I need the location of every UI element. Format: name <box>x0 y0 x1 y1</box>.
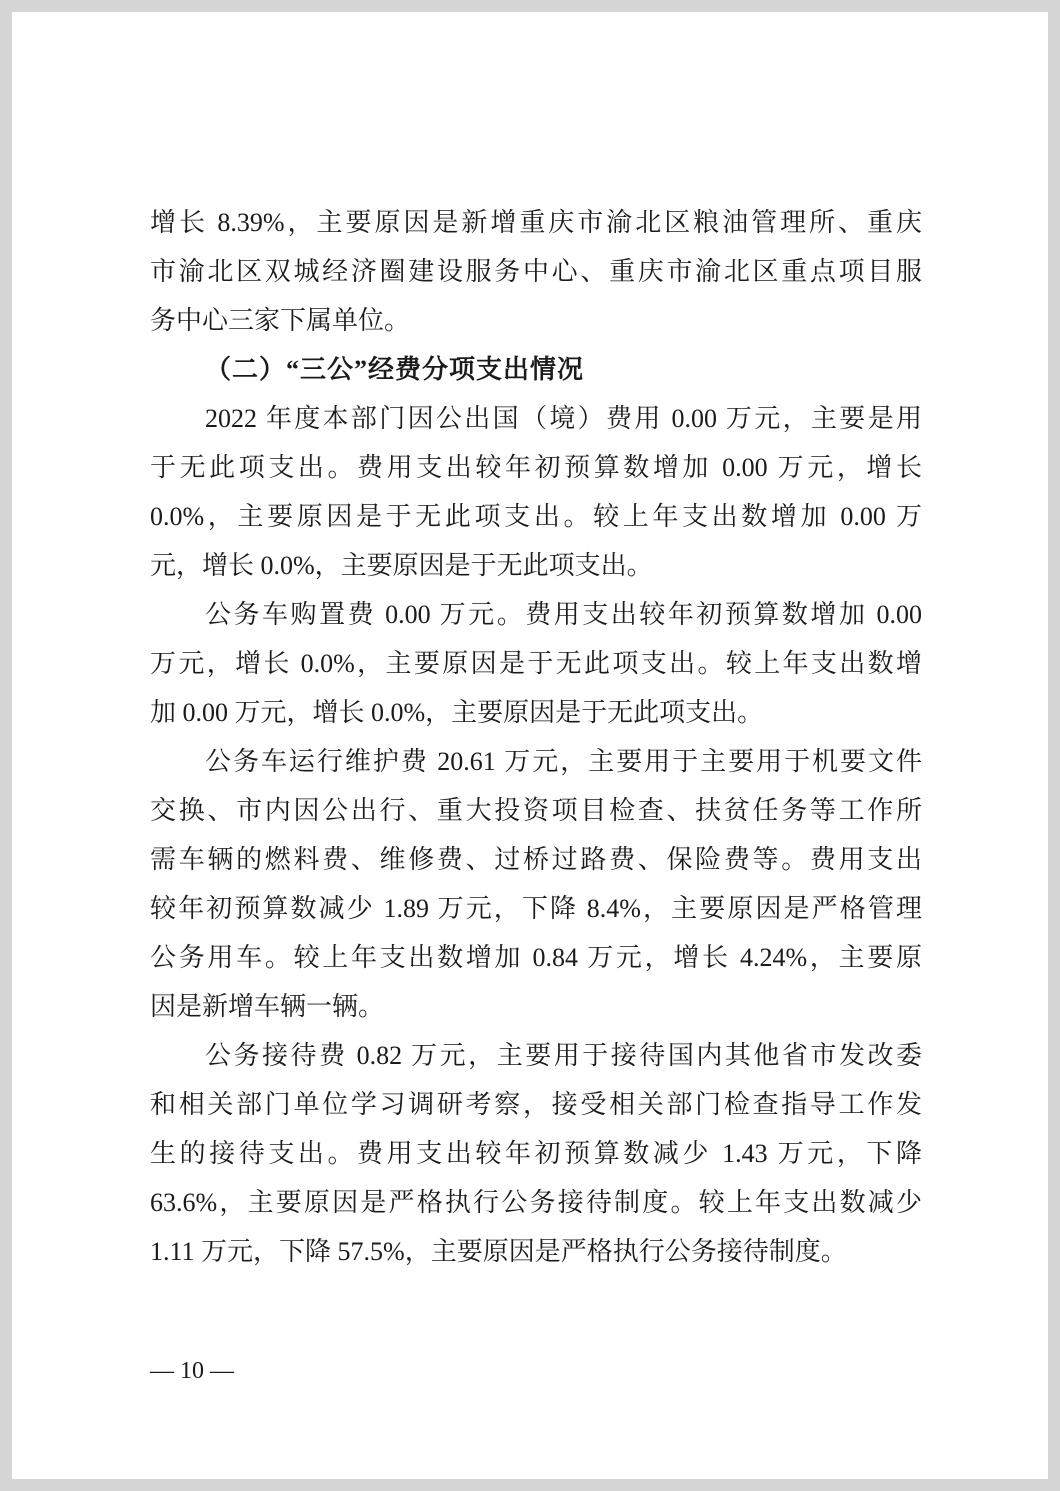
text-line: 万元，增长 0.0%，主要原因是于无此项支出。较上年支出数增 <box>150 649 922 678</box>
text-line: 于无此项支出。费用支出较年初预算数增加 0.00 万元，增长 <box>150 453 922 482</box>
text-line: 市渝北区双城经济圈建设服务中心、重庆市渝北区重点项目服 <box>150 257 922 286</box>
text-line: 需车辆的燃料费、维修费、过桥过路费、保险费等。费用支出 <box>150 845 922 874</box>
text-line: 1.11 万元，下降 57.5%，主要原因是严格执行公务接待制度。 <box>150 1237 847 1266</box>
document-page <box>12 12 1048 1479</box>
text-line: 因是新增车辆一辆。 <box>150 992 385 1021</box>
text-line: 2022 年度本部门因公出国（境）费用 0.00 万元，主要是用 <box>205 404 922 433</box>
text-line: 0.0%，主要原因是于无此项支出。较上年支出数增加 0.00 万 <box>150 502 922 531</box>
text-line: 公务车购置费 0.00 万元。费用支出较年初预算数增加 0.00 <box>205 600 922 629</box>
text-line: 交换、市内因公出行、重大投资项目检查、扶贫任务等工作所 <box>150 796 922 825</box>
text-line: 公务用车。较上年支出数增加 0.84 万元，增长 4.24%，主要原 <box>150 943 922 972</box>
text-line: 生的接待支出。费用支出较年初预算数减少 1.43 万元，下降 <box>150 1139 922 1168</box>
text-line: 元，增长 0.0%，主要原因是于无此项支出。 <box>150 551 653 580</box>
text-line: 较年初预算数减少 1.89 万元，下降 8.4%，主要原因是严格管理 <box>150 894 922 923</box>
text-line: 公务接待费 0.82 万元，主要用于接待国内其他省市发改委 <box>205 1041 922 1070</box>
page-number: — 10 — <box>150 1358 234 1384</box>
text-line: 加 0.00 万元，增长 0.0%，主要原因是于无此项支出。 <box>150 698 764 727</box>
text-line: 公务车运行维护费 20.61 万元，主要用于主要用于机要文件 <box>205 747 922 776</box>
body-text <box>150 198 922 1276</box>
text-line: 63.6%，主要原因是严格执行公务接待制度。较上年支出数减少 <box>150 1188 922 1217</box>
section-heading: （二）“三公”经费分项支出情况 <box>205 355 585 384</box>
text-line: 增长 8.39%，主要原因是新增重庆市渝北区粮油管理所、重庆 <box>150 208 922 237</box>
text-line: 务中心三家下属单位。 <box>150 306 411 335</box>
text-line: 和相关部门单位学习调研考察，接受相关部门检查指导工作发 <box>150 1090 922 1119</box>
